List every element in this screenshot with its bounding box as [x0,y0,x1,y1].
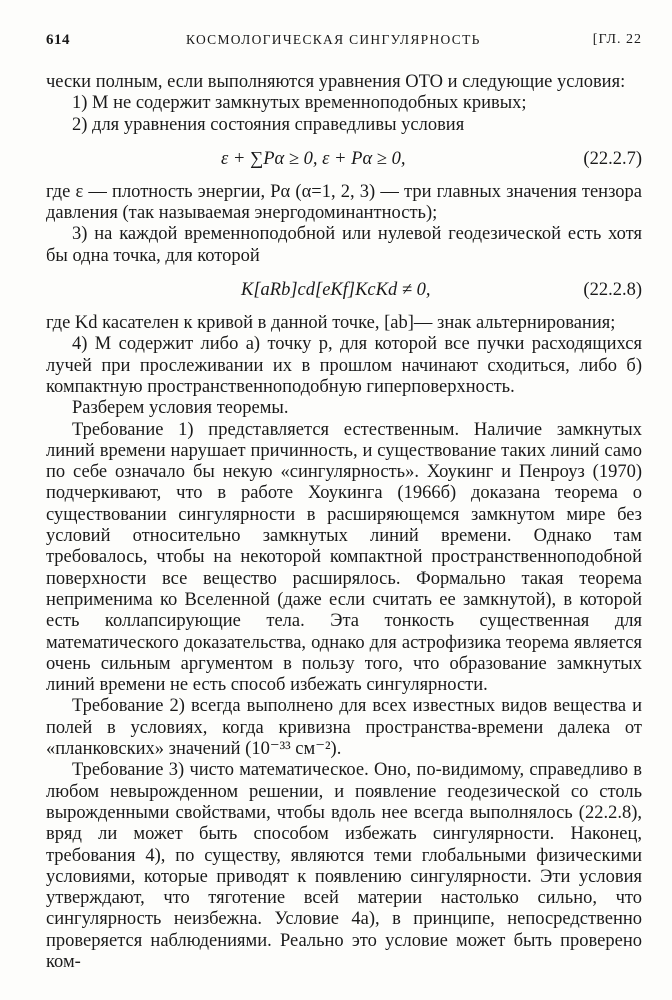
page-body [46,72,642,973]
intro-paragraph: чески полным, если выполняются уравнения ОТО и следующие условия: [46,72,626,92]
equation-formula: ε + ∑Pα ≥ 0, ε + Pα ≥ 0, [221,148,406,169]
chapter-label: [ГЛ. 22 [592,32,642,47]
page-header [46,30,642,60]
equation-explanation: где ε — плотность энергии, Pα (α=1, 2, 3) — три главных значения тензора давления (так называемая энергодоминантность); [46,181,642,224]
page-number: 614 [46,32,70,48]
requirement-2-paragraph: Требование 2) всегда выполнено для всех известных видов вещества и полей в условиях, когда кривизна пространства-времени далека от «планковских» значений (10⁻³³ см⁻²). [46,696,642,760]
equation-number: (22.2.7) [583,148,642,169]
equation-explanation: где Kd касателен к кривой в данной точке, [ab]— знак альтернирования; [46,313,616,334]
condition-2: 2) для уравнения состояния справедливы условия [72,114,465,135]
equation-number: (22.2.8) [583,280,642,301]
condition-3: 3) на каждой временноподобной или нулевой геодезической есть хотя бы одна точка, для которой [46,224,642,266]
requirement-1-paragraph: Требование 1) представляется естественным. Наличие замкнутых линий времени нарушает причинность, и существование таких линий само по себе означало бы некую «сингулярность». Хоукинг и Пенроуз (1970) подчеркивают, что в работе Хоукинга (1966б) доказана теорема о существовании сингулярности в расширяющемся замкнутом мире без условий относительно замкнутых линий времени. Однако там требовалось, чтобы на некоторой компактной пространственноподобной поверхности все вещество расширялось. Формально такая теорема неприменима ко Вселенной (даже если считать ее замкнутой), в которой есть коллапсирующие тела. Эта тонкость существенная для математического доказательства, однако для астрофизика теорема является очень сильным аргументом в пользу того, что образование замкнутых линий времени не есть способ избежать сингулярности. [46,419,642,696]
review-paragraph: Разберем условия теоремы. [72,398,289,419]
equation-formula: K[aRb]cd[eKf]KcKd ≠ 0, [241,280,431,301]
condition-4: 4) M содержит либо а) точку p, для которой все пучки расходящихся лучей при прослеживании их в прошлом начинают сходиться, либо б) компактную пространственноподобную гиперповерхность. [46,334,642,397]
condition-1: 1) M не содержит замкнутых временноподобных кривых; [72,93,527,114]
equation-22-2-7 [46,136,642,182]
running-title: КОСМОЛОГИЧЕСКАЯ СИНГУЛЯРНОСТЬ [186,32,481,47]
equation-22-2-8 [46,267,642,313]
requirement-3-paragraph: Требование 3) чисто математическое. Оно, по-видимому, справедливо в любом невырожденном решении, и появление геодезической со столь вырожденными свойствами, чтобы вдоль нее всегда выполнялось (22.2.8), вряд ли может быть способом избежать сингулярности. Наконец, требования 4), по существу, являются теми глобальными физическими условиями, которые приводят к появлению сингулярности. Эти условия утверждают, что тяготение всей материи настолько сильно, что сингулярность неизбежна. Условие 4а), в принципе, непосредственно проверяется наблюдениями. Реально это условие может быть проверено ком- [46,760,642,972]
